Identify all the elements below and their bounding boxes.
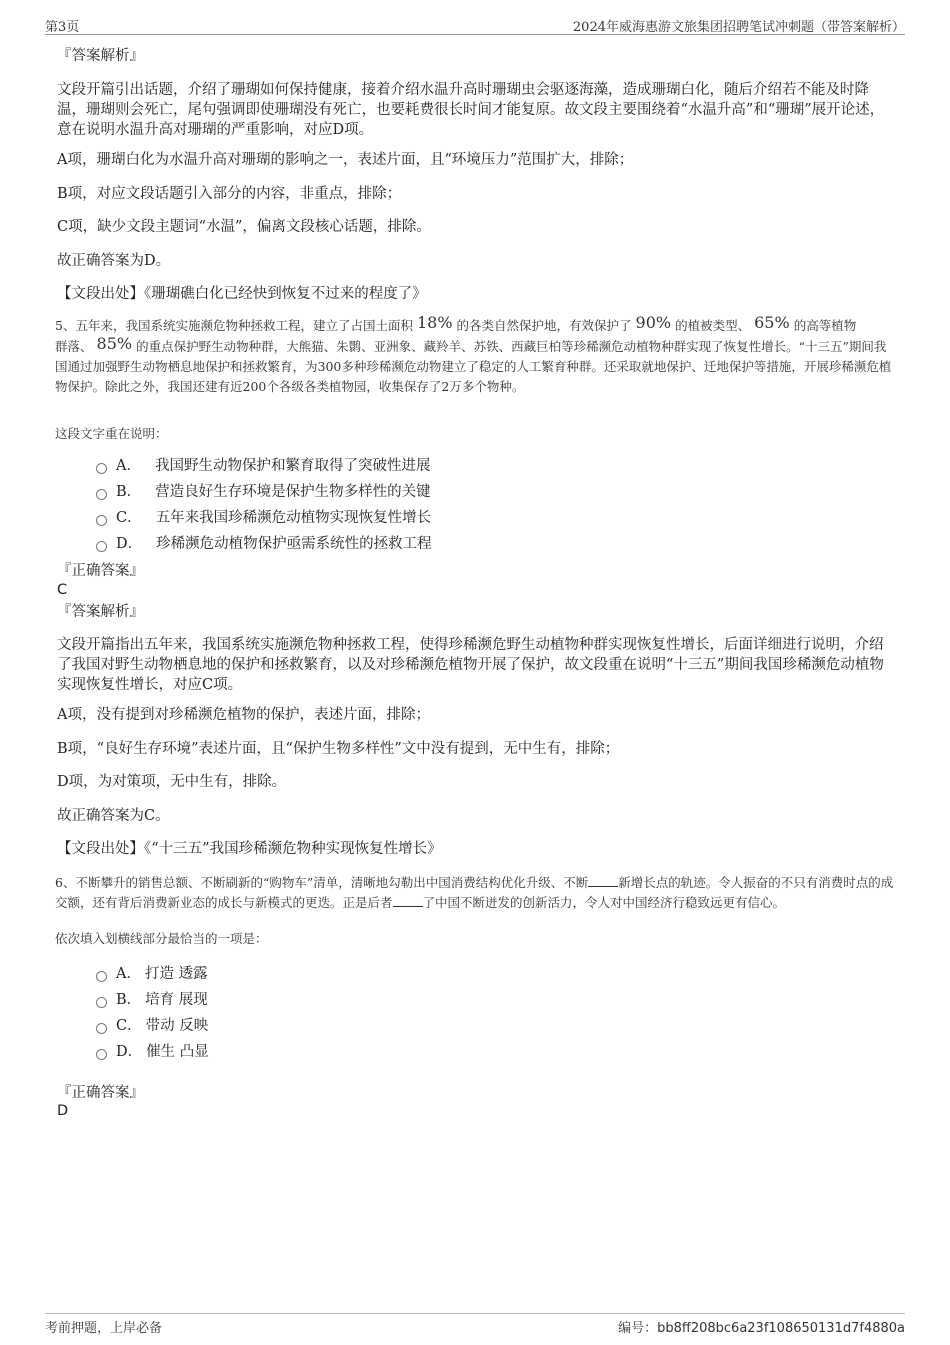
radio-icon[interactable] bbox=[96, 489, 107, 500]
source-citation: 【文段出处】《珊瑚礁白化已经快到恢复不过来的程度了》 bbox=[57, 286, 427, 302]
footer-slogan: 考前押题，上岸必备 bbox=[45, 1321, 163, 1336]
page-number: 第3页 bbox=[45, 20, 80, 35]
q5-text-1: 5、五年来，我国系统实施濒危物种拯救工程，建立了占国土面积 bbox=[55, 318, 413, 333]
radio-icon[interactable] bbox=[96, 1023, 107, 1034]
q6-text-2: 新增长点的轨迹。令人振奋的不只有消费时点的成交额，还有背后消费新业态的成长与新模式的更迭。正是后者 bbox=[55, 875, 894, 910]
q6-option-a[interactable] bbox=[96, 964, 208, 984]
q6-text-3: 了中国不断迸发的创新活力，令人对中国经济行稳致远更有信心。 bbox=[422, 895, 786, 910]
question-5-stem bbox=[55, 315, 895, 397]
option-text: 我国野生动物保护和繁育取得了突破性进展 bbox=[154, 458, 431, 474]
q5-percent-3: 65% bbox=[754, 313, 790, 332]
q5-text-2: 的各类自然保护地，有效保护了 bbox=[456, 318, 632, 333]
analysis-option-b: B项，对应文段话题引入部分的内容，非重点，排除； bbox=[57, 186, 402, 202]
option-letter: D． bbox=[116, 536, 143, 552]
analysis-text: 文段开篇引出话题，介绍了珊瑚如何保持健康，接着介绍水温升高时珊瑚虫会驱逐海藻，造成珊瑚白化，随后介绍若不能及时降温，珊瑚则会死亡，尾句强调即使珊瑚没有死亡，也要耗费很长时间才能复原。故文段主要围绕着“水温升高”和“珊瑚”展开论述，意在说明水温升高对珊瑚的严重影响，对应D项。 bbox=[57, 82, 885, 138]
document-title: 2024年威海惠游文旅集团招聘笔试冲刺题（带答案解析） bbox=[572, 20, 905, 35]
question-6-stem bbox=[55, 873, 895, 913]
question-5-prompt: 这段文字重在说明： bbox=[55, 426, 168, 441]
option-letter: C． bbox=[116, 1018, 142, 1034]
option-text: 珍稀濒危动植物保护亟需系统性的拯救工程 bbox=[156, 536, 432, 552]
radio-icon[interactable] bbox=[96, 463, 107, 474]
radio-icon[interactable] bbox=[96, 971, 107, 982]
fill-blank-2 bbox=[393, 894, 423, 907]
q5-option-a[interactable] bbox=[96, 456, 430, 476]
q5-percent-2: 90% bbox=[635, 313, 672, 332]
option-letter: D． bbox=[116, 1044, 143, 1060]
option-text: 催生 凸显 bbox=[146, 1044, 209, 1060]
q6-option-d[interactable] bbox=[96, 1042, 209, 1062]
q6-answer: D bbox=[57, 1103, 69, 1119]
q5-analysis-option-b: B项，“良好生存环境”表述片面，且“保护生物多样性”文中没有提到，无中生有，排除； bbox=[57, 741, 620, 757]
q6-answer-label: 『正确答案』 bbox=[57, 1085, 144, 1101]
analysis-label: 『答案解析』 bbox=[57, 48, 144, 64]
radio-icon[interactable] bbox=[96, 1049, 107, 1060]
option-letter: A． bbox=[116, 966, 141, 982]
radio-icon[interactable] bbox=[96, 515, 107, 526]
q5-answer-label: 『正确答案』 bbox=[57, 563, 144, 579]
q5-percent-4: 85% bbox=[96, 334, 133, 353]
page-footer bbox=[45, 1313, 905, 1338]
document-id: 编号：bb8ff208bc6a23f108650131d7f4880a bbox=[618, 1321, 905, 1336]
option-letter: B． bbox=[116, 992, 142, 1008]
q5-conclusion: 故正确答案为C。 bbox=[57, 808, 170, 824]
q6-option-b[interactable] bbox=[96, 990, 208, 1010]
option-text: 打造 透露 bbox=[144, 966, 208, 982]
q6-text-1: 6、不断攀升的销售总额、不断刷新的“购物车”清单，清晰地勾勒出中国消费结构优化升级、不断 bbox=[55, 875, 589, 890]
q5-text-3: 的植被类型、 bbox=[675, 318, 751, 333]
q5-analysis-option-a: A项，没有提到对珍稀濒危植物的保护，表述片面，排除； bbox=[57, 707, 430, 723]
q5-analysis-text: 文段开篇指出五年来，我国系统实施濒危物种拯救工程，使得珍稀濒危野生动植物种群实现恢复性增长，后面详细进行说明，介绍了我国对野生动物栖息地的保护和拯救繁育，以及对珍稀濒危植物开展了保护，故文段重在说明“十三五”期间我国珍稀濒危动植物实现恢复性增长，对应C项。 bbox=[57, 637, 884, 693]
q5-source-citation: 【文段出处】《“十三五”我国珍稀濒危物种实现恢复性增长》 bbox=[57, 841, 442, 857]
q5-analysis-label: 『答案解析』 bbox=[57, 604, 144, 620]
fill-blank-1 bbox=[588, 874, 618, 887]
q6-option-c[interactable] bbox=[96, 1016, 208, 1036]
q5-percent-1: 18% bbox=[416, 313, 453, 332]
option-letter: C． bbox=[116, 510, 142, 526]
option-text: 营造良好生存环境是保护生物多样性的关键 bbox=[155, 484, 431, 500]
q5-answer: C bbox=[57, 582, 68, 598]
question-6-prompt: 依次填入划横线部分最恰当的一项是： bbox=[55, 931, 268, 946]
radio-icon[interactable] bbox=[96, 997, 107, 1008]
q5-analysis-option-d: D项，为对策项，无中生有，排除。 bbox=[57, 774, 287, 790]
page-header bbox=[45, 14, 905, 35]
q5-option-c[interactable] bbox=[96, 508, 431, 528]
option-text: 带动 反映 bbox=[145, 1018, 209, 1034]
option-text: 培育 展现 bbox=[145, 992, 208, 1008]
analysis-option-c: C项，缺少文段主题词“水温”，偏离文段核心话题，排除。 bbox=[57, 219, 431, 235]
q5-text-6: 的重点保护野生动物种群，大熊猫、朱鹮、亚洲象、藏羚羊、苏铁、西藏巨柏等珍稀濒危动植物种群实现了恢复性增长。“十三五”期间我国通过加强野生动物栖息地保护和拯救繁育，为300多种珍稀濒危动物建立了稳定的人工繁育种群。还采取就地保护、迁地保护等措施，开展珍稀濒危植物保护。除此之外，我国还建有近200个各级各类植物园，收集保存了2万多个物种。 bbox=[55, 339, 892, 394]
q5-text-4: 的高等植物 bbox=[793, 318, 857, 333]
option-text: 五年来我国珍稀濒危动植物实现恢复性增长 bbox=[155, 510, 432, 526]
analysis-conclusion: 故正确答案为D。 bbox=[57, 253, 171, 269]
q5-text-5: 群落、 bbox=[55, 339, 93, 354]
option-letter: B． bbox=[116, 484, 142, 500]
analysis-option-a: A项，珊瑚白化为水温升高对珊瑚的影响之一，表述片面，且“环境压力”范围扩大，排除； bbox=[57, 152, 634, 168]
q5-option-d[interactable] bbox=[96, 534, 432, 554]
radio-icon[interactable] bbox=[96, 541, 107, 552]
q5-option-b[interactable] bbox=[96, 482, 431, 502]
option-letter: A． bbox=[116, 458, 141, 474]
